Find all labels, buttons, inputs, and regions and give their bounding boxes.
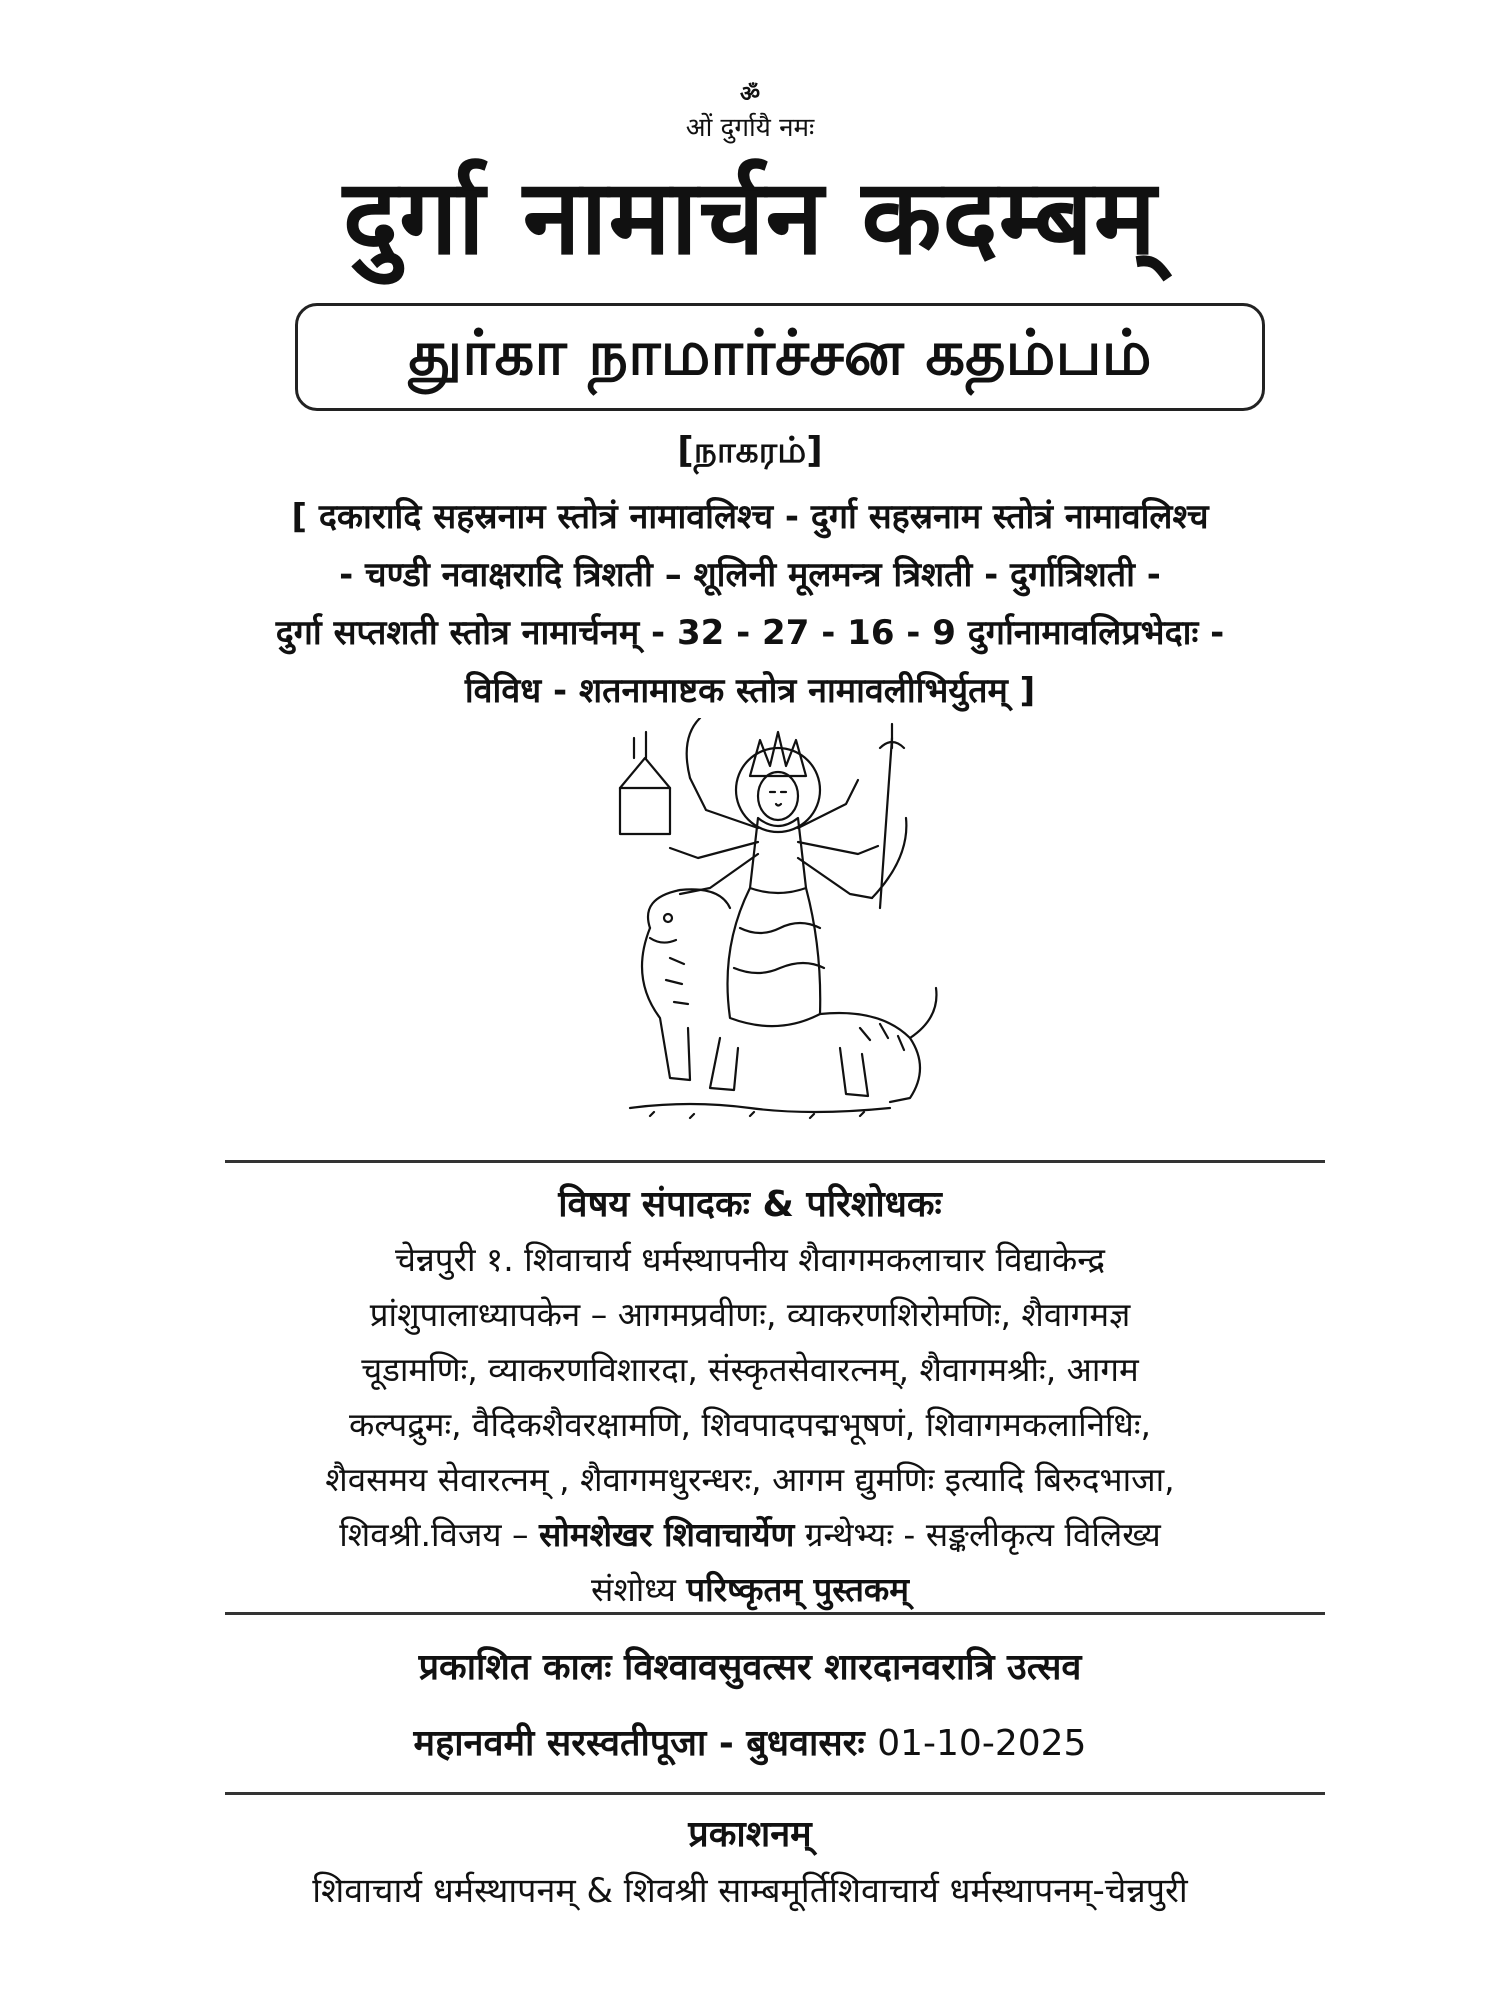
contents-line: विविध - शतनामाष्टक स्तोत्र नामावलीभिर्युतम् ] — [464, 671, 1036, 711]
editor-line: शैवसमय सेवारत्नम् , शैवागमधुरन्धरः, आगम द्युमणिः इत्यादि बिरुदभाजा, — [325, 1460, 1175, 1499]
publication-day: महानवमी सरस्वतीपूजा - बुधवासरः — [413, 1723, 878, 1764]
publisher-name: शिवाचार्य धर्मस्थापनम् & शिवश्री साम्बमूर्तिशिवाचार्य धर्मस्थापनम्-चेन्नपुरी — [312, 1871, 1188, 1911]
editor-line — [0, 1562, 1500, 1617]
editor-line: चेन्नपुरी १. शिवाचार्य धर्मस्थापनीय शैवागमकलाचार विद्याकेन्द्र — [395, 1240, 1105, 1279]
publication-line: प्रकाशित कालः विश्वावसुवत्सर शारदानवरात्रि उत्सव — [418, 1647, 1082, 1688]
publication-info — [0, 1630, 1500, 1782]
divider-line — [225, 1160, 1325, 1163]
editor-line: प्रांशुपालाध्यापकेन – आगमप्रवीणः, व्याकरणशिरोमणिः, शैवागमज्ञ — [369, 1295, 1131, 1334]
divider-line — [225, 1792, 1325, 1795]
editor-line: कल्पद्रुमः, वैदिकशैवरक्षामणि, शिवपादपद्मभूषणं, शिवागमकलानिधिः, — [348, 1405, 1152, 1444]
editor-name: सोमशेखर शिवाचार्येण — [539, 1515, 795, 1554]
publisher-heading: प्रकाशनम् — [688, 1814, 812, 1855]
editor-line-part: संशोध्य — [591, 1570, 687, 1609]
book-descriptor: परिष्कृतम् पुस्तकम् — [686, 1570, 909, 1609]
tamil-title: துர்கா நாமார்ச்சன கதம்பம் — [408, 316, 1152, 389]
divider-line — [225, 1612, 1325, 1615]
contents-line: दुर्गा सप्तशती स्तोत्र नामार्चनम् - 32 - 27 - 16 - 9 दुर्गानामावलिप्रभेदाः - — [275, 613, 1225, 653]
tamil-title-box — [295, 303, 1265, 411]
contents-line: [ दकारादि सहस्रनाम स्तोत्रं नामावलिश्च - दुर्गा सहस्रनाम स्तोत्रं नामावलिश्च — [291, 497, 1209, 537]
contents-line: - चण्डी नवाक्षरादि त्रिशती – शूलिनी मूलमन्त्र त्रिशती - दुर्गात्रिशती - — [339, 555, 1161, 595]
publication-date: 01-10-2025 — [877, 1723, 1087, 1764]
editor-line: चूडामणिः, व्याकरणविशारदा, संस्कृतसेवारत्नम्, शैवागमश्रीः, आगम — [361, 1350, 1139, 1389]
invocation-line: ओं दुर्गायै नमः — [685, 113, 815, 143]
durga-on-tiger-icon — [610, 718, 950, 1128]
editor-heading: विषय संपादकः & परिशोधकः — [558, 1184, 942, 1225]
contents-block — [0, 488, 1500, 720]
page-title: दुर्गा नामार्चन कदम्बम् — [342, 156, 1158, 278]
editor-line — [0, 1507, 1500, 1562]
script-note: [நாகரம்] — [677, 430, 823, 471]
editor-line-part: शिवश्री.विजय – — [339, 1515, 539, 1554]
editor-line-part: ग्रन्थेभ्यः - सङ्कलीकृत्य विलिख्य — [794, 1515, 1161, 1554]
publication-line — [0, 1706, 1500, 1782]
om-mark: ॐ — [739, 82, 761, 107]
editor-credits — [0, 1232, 1500, 1617]
